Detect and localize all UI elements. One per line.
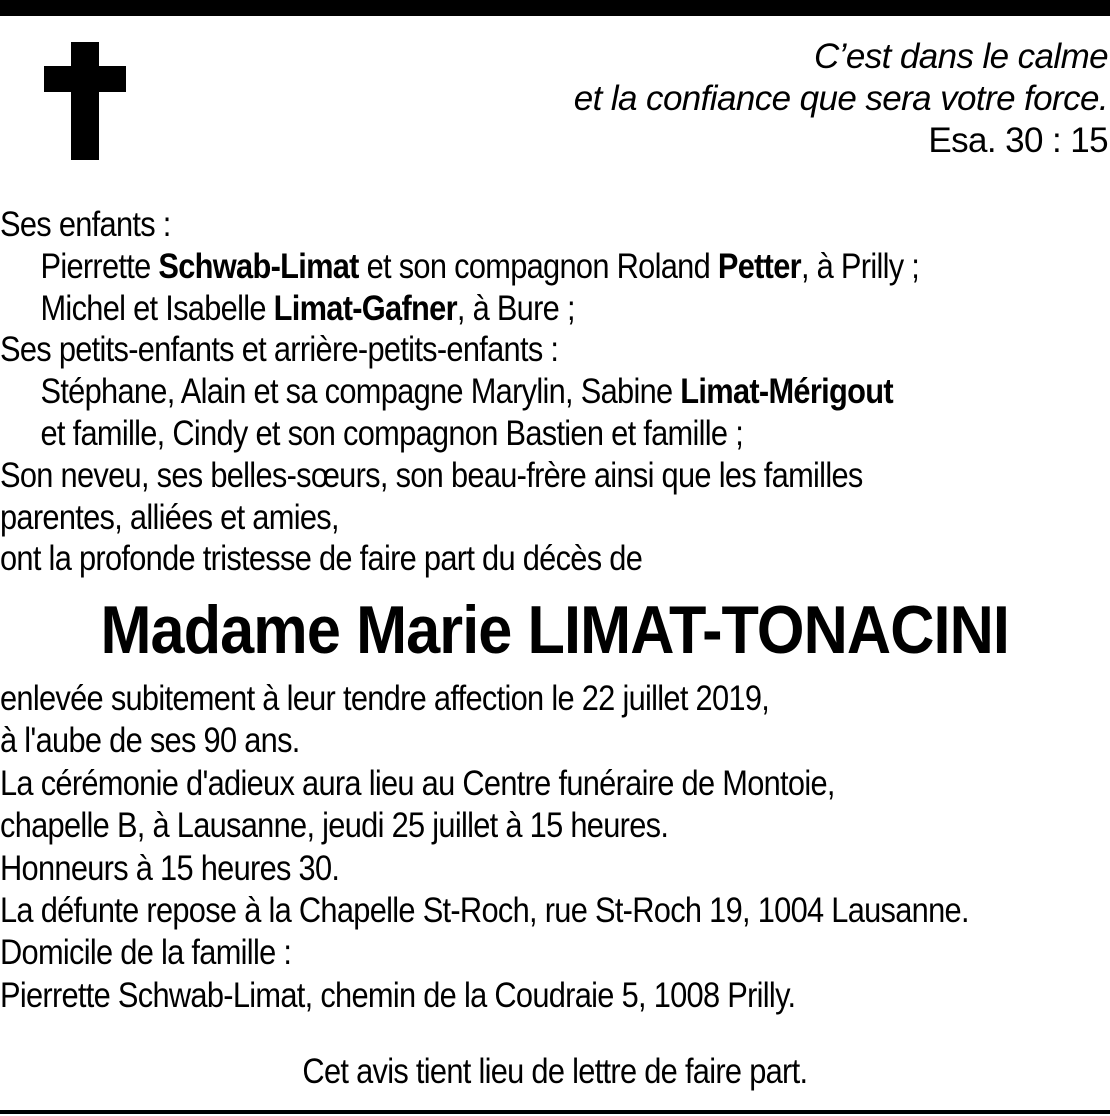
footer-note xyxy=(0,1050,1110,1094)
details-line-6: La défunte repose à la Chapelle St-Roch, rue St-Roch 19, 1004 Lausanne. xyxy=(0,890,969,930)
child-1-line xyxy=(0,246,919,288)
top-border-rule xyxy=(0,0,1110,16)
details-line-1: enlevée subitement à leur tendre affection le 22 juillet 2019, xyxy=(0,679,770,718)
footer-note-text: Cet avis tient lieu de lettre de faire part. xyxy=(302,1052,808,1091)
grand-1-surname: Limat-Mérigout xyxy=(680,372,893,412)
child-2-line xyxy=(0,288,919,330)
grandchildren-line-2: et famille, Cindy et son compagnon Bastien et famille ; xyxy=(40,413,744,453)
details-line-8: Pierrette Schwab-Limat, chemin de la Coudraie 5, 1008 Prilly. xyxy=(0,975,796,1015)
announcement-line: ont la profonde tristesse de faire part du décès de xyxy=(0,539,643,579)
cross-icon xyxy=(44,42,126,160)
grand-1-first: Stéphane, Alain et sa compagne Marylin, Sabine xyxy=(40,372,681,412)
cross-horizontal-bar xyxy=(44,66,126,92)
details-line-3: La cérémonie d'adieux aura lieu au Centre funéraire de Montoie, xyxy=(0,763,835,803)
deceased-name-heading xyxy=(0,590,1110,670)
deceased-name: Madame Marie LIMAT-TONACINI xyxy=(100,592,1010,668)
details-line-4: chapelle B, à Lausanne, jeudi 25 juillet à 15 heures. xyxy=(0,806,669,846)
grandchildren-line-1 xyxy=(0,371,919,413)
relatives-line-1: Son neveu, ses belles-sœurs, son beau-frère ainsi que les familles xyxy=(0,455,863,495)
details-line-2: à l'aube de ses 90 ans. xyxy=(0,721,300,761)
child-1-partner-surname: Petter xyxy=(717,246,801,286)
bible-verse xyxy=(574,36,1108,162)
child-1-mid: et son compagnon Roland xyxy=(358,246,718,286)
grandchildren-intro: Ses petits-enfants et arrière-petits-enfants : xyxy=(0,330,559,370)
family-list xyxy=(0,204,919,580)
details-line-7: Domicile de la famille : xyxy=(0,933,292,973)
child-1-place: , à Prilly ; xyxy=(800,246,920,286)
relatives-line-2: parentes, alliées et amies, xyxy=(0,497,339,537)
child-1-surname: Schwab-Limat xyxy=(158,246,359,286)
child-2-place: , à Bure ; xyxy=(456,288,575,328)
verse-reference: Esa. 30 : 15 xyxy=(928,121,1108,160)
verse-line-1: C’est dans le calme xyxy=(813,37,1108,76)
verse-line-2: et la confiance que sera votre force. xyxy=(573,79,1108,118)
child-2-first: Michel et Isabelle xyxy=(40,288,274,328)
funeral-details xyxy=(0,678,969,1017)
children-intro: Ses enfants : xyxy=(0,205,171,244)
details-line-5: Honneurs à 15 heures 30. xyxy=(0,848,340,888)
cross-vertical-bar xyxy=(71,42,99,160)
bottom-border-rule xyxy=(0,1110,1110,1114)
child-2-surname: Limat-Gafner xyxy=(273,288,457,328)
child-1-first: Pierrette xyxy=(40,246,159,286)
